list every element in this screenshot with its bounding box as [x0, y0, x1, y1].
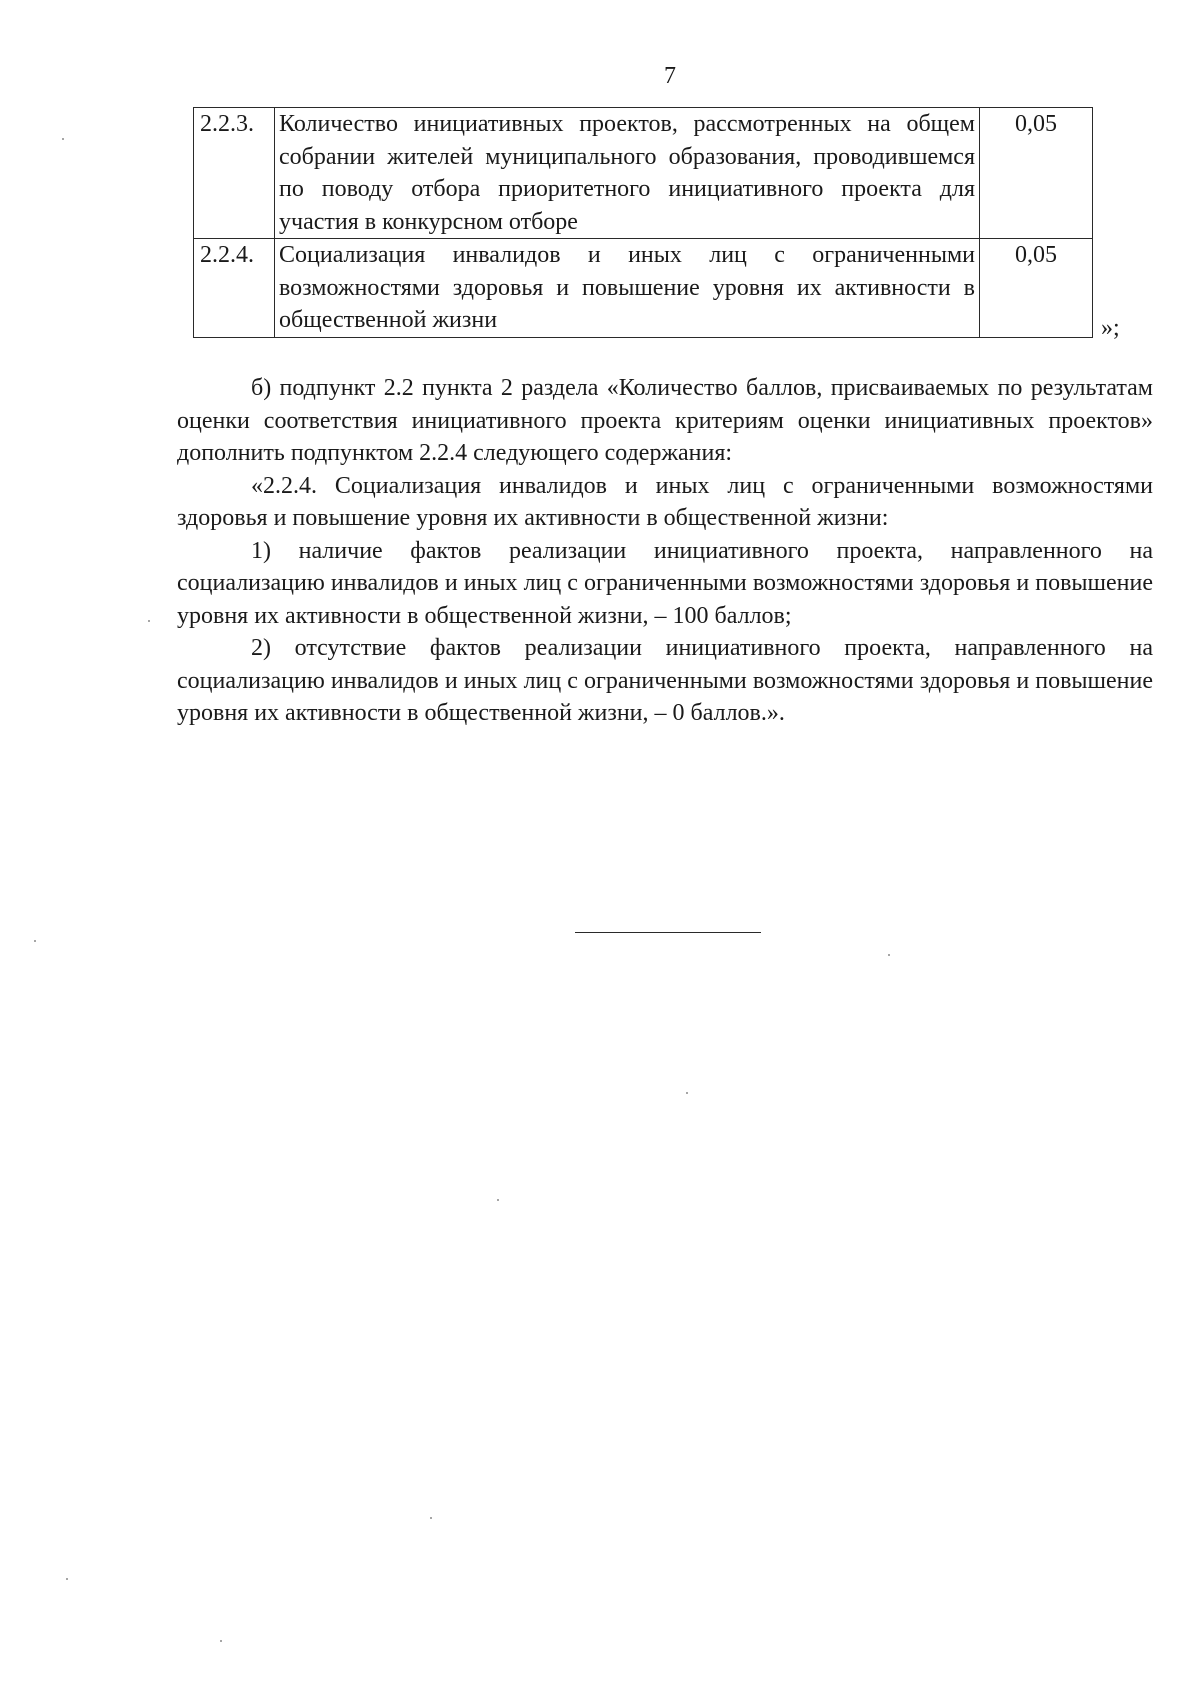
paragraph-amendment-b: б) подпункт 2.2 пункта 2 раздела «Количество баллов, присваиваемых по результатам оценки соответствия инициативного проекта критериям оценки инициативных проектов» дополнить подпунктом 2.2.4 следующего содержания: — [177, 375, 1153, 466]
scan-speck — [66, 1578, 68, 1580]
scan-speck — [430, 1517, 432, 1519]
criterion-number: 2.2.3. — [194, 108, 275, 239]
scan-speck — [62, 138, 64, 140]
criterion-number: 2.2.4. — [194, 239, 275, 338]
scan-speck — [220, 1640, 222, 1642]
scan-speck — [686, 1092, 688, 1094]
scan-speck — [34, 940, 36, 942]
criterion-score: 0,05 — [980, 239, 1093, 338]
criterion-description: Социализация инвалидов и иных лиц с ограниченными возможностями здоровья и повышение уровня их активности в общественной жизни — [275, 239, 980, 338]
table-row — [194, 108, 1093, 239]
scan-speck — [148, 620, 150, 622]
end-separator-line — [575, 932, 761, 933]
criterion-score: 0,05 — [980, 108, 1093, 239]
paragraph-item-2: 2) отсутствие фактов реализации инициативного проекта, направленного на социализацию инвалидов и иных лиц с ограниченными возможностями здоровья и повышение уровня их активности в общественной жизни, – 0 баллов.». — [177, 635, 1153, 726]
table-row — [194, 239, 1093, 338]
paragraph-item-1: 1) наличие фактов реализации инициативного проекта, направленного на социализацию инвалидов и иных лиц с ограниченными возможностями здоровья и повышение уровня их активности в общественной жизни, – 100 баллов; — [177, 537, 1153, 629]
table-closing-quote: »; — [1101, 315, 1120, 341]
scan-speck — [497, 1199, 499, 1201]
amendment-text — [177, 372, 1153, 730]
scan-speck — [888, 954, 890, 956]
page-number: 7 — [664, 63, 676, 89]
criterion-description: Количество инициативных проектов, рассмотренных на общем собрании жителей муниципального образования, проводившемся по поводу отбора приоритетного инициативного проекта для участия в конкурсном отборе — [275, 108, 980, 239]
paragraph-new-subclause: «2.2.4. Социализация инвалидов и иных лиц с ограниченными возможностями здоровья и повышение уровня их активности в общественной жизни: — [177, 472, 1153, 531]
criteria-table — [193, 107, 1093, 338]
